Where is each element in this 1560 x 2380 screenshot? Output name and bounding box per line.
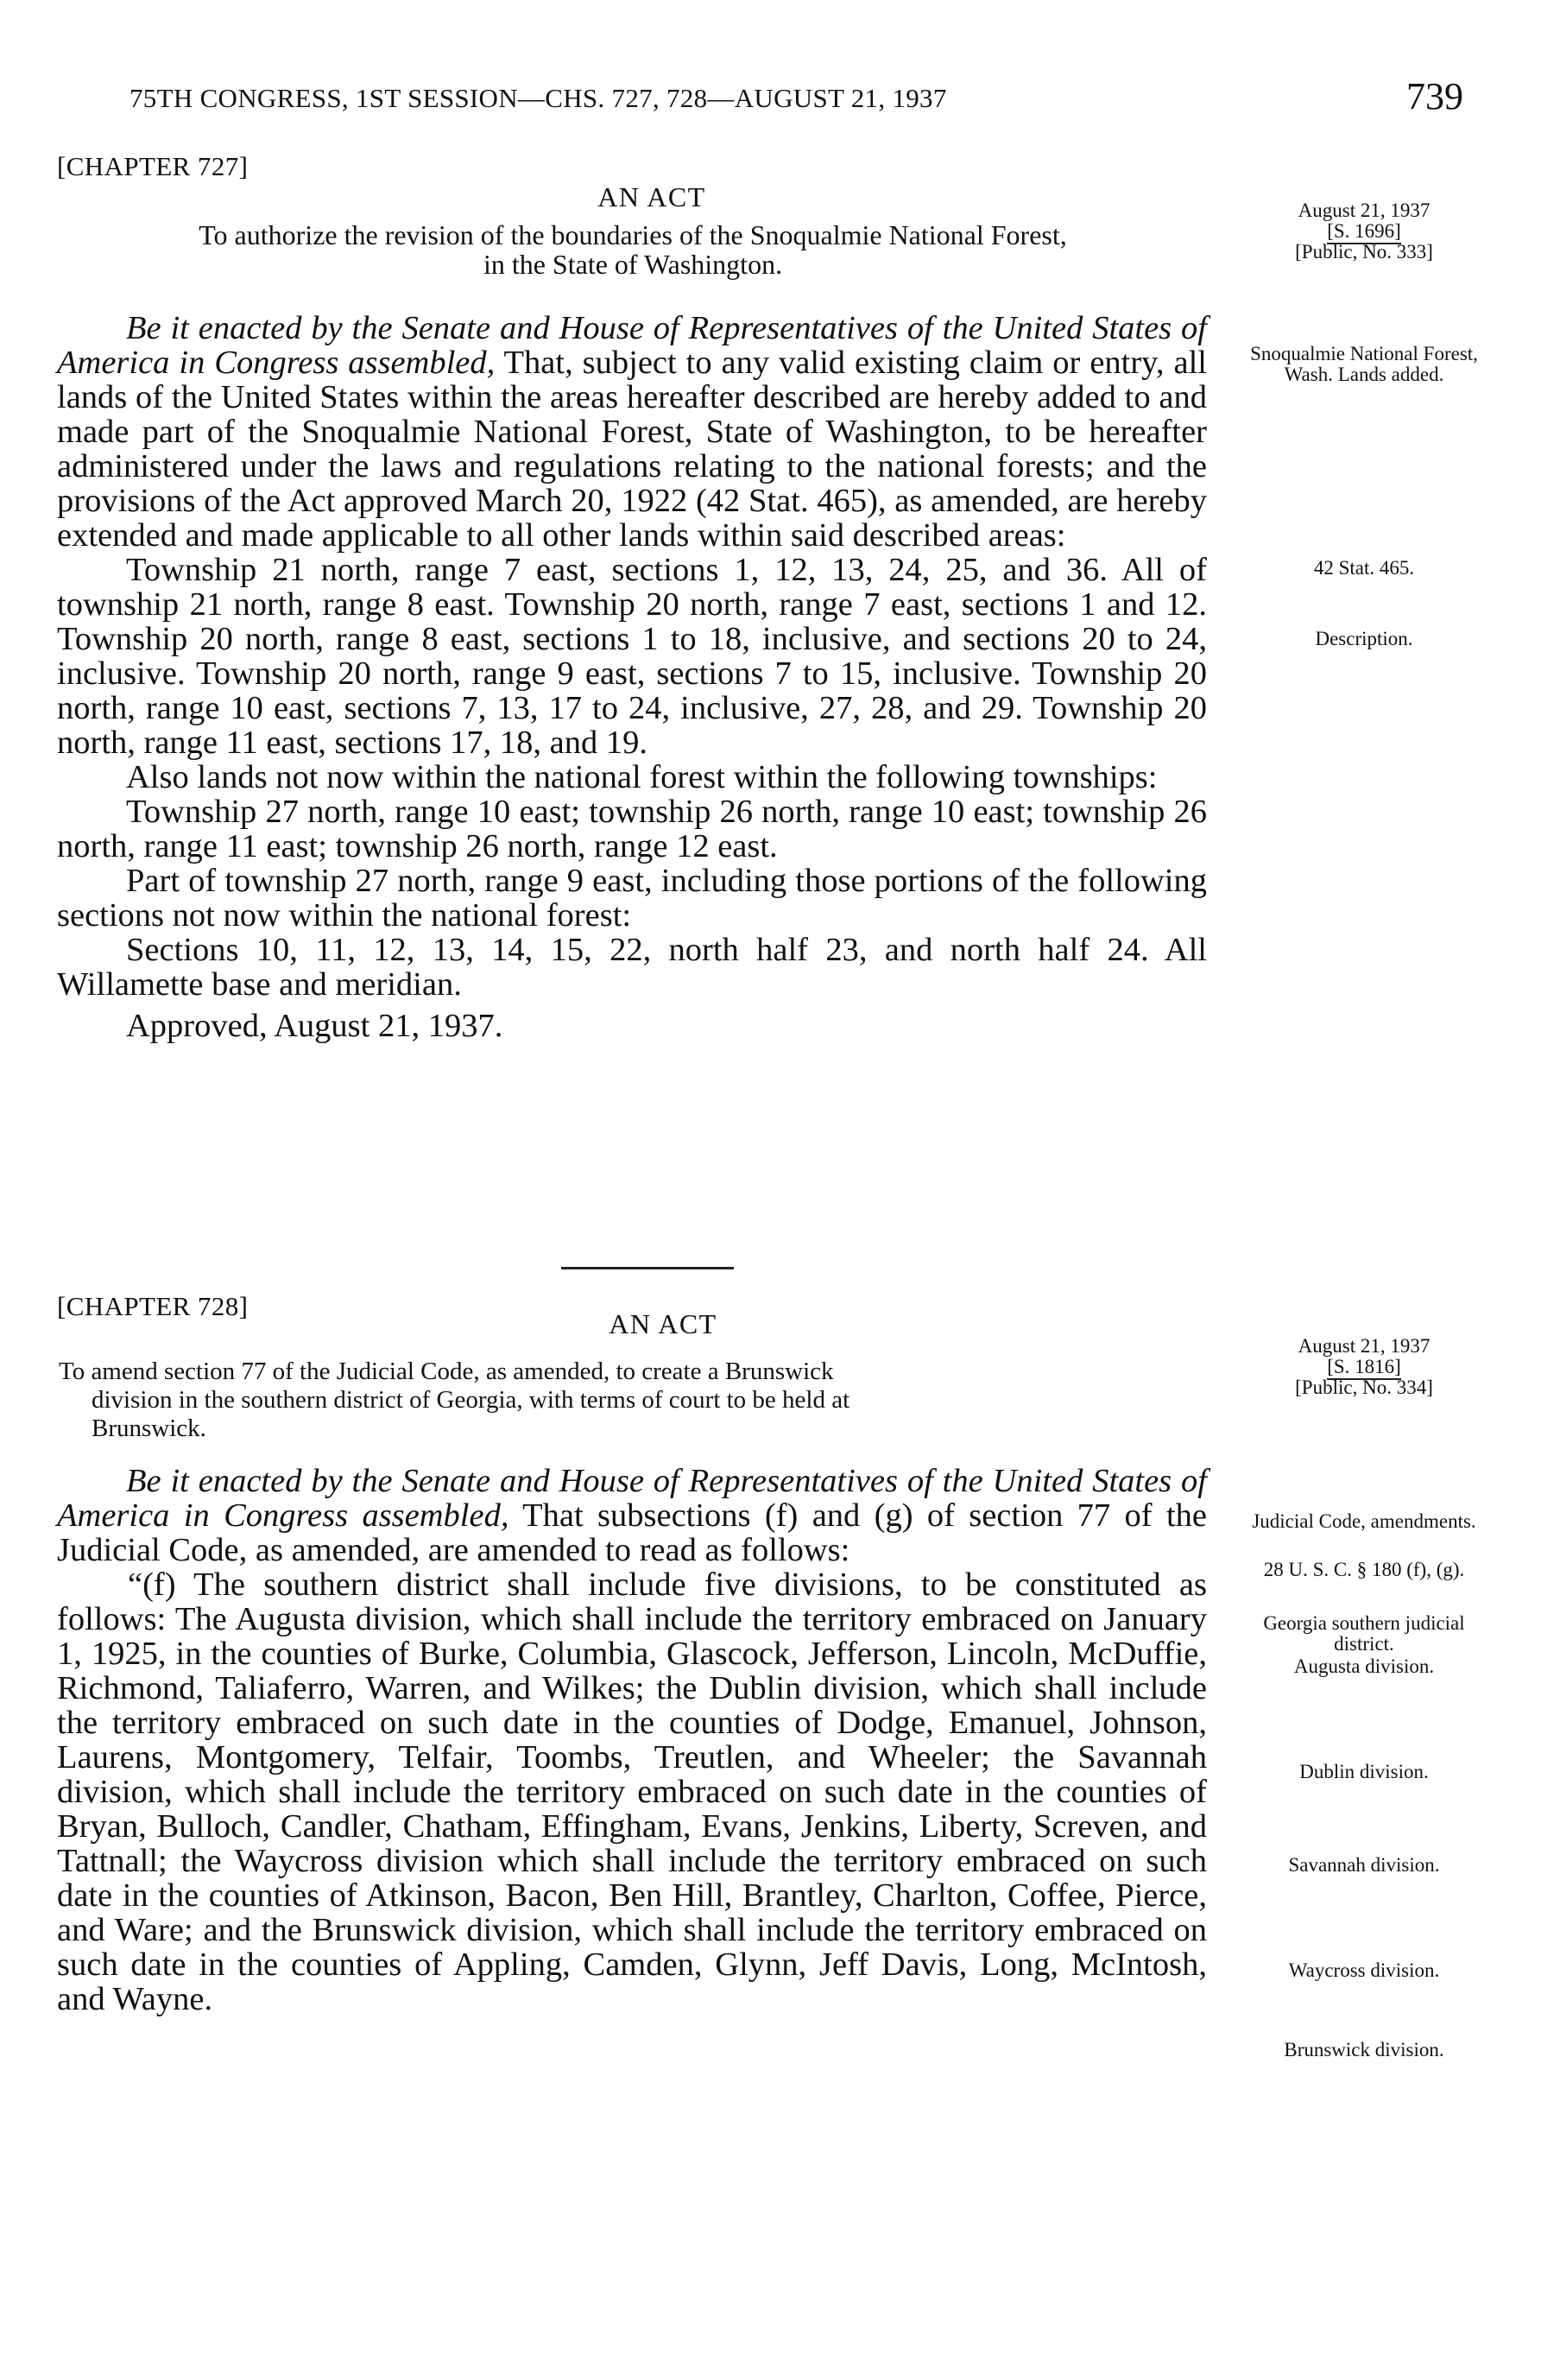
amended-subsection-f: “(f) The southern district shall include five divisions, to be constituted as follows: The Augusta division, which shall include the territory embraced on January 1, 1925, in the counties of Burke, Columbia, Glascock, Jefferson, Lincoln, McDuffie, Richmond, Taliaferro, Warren, and Wilkes; the Dublin division, which shall include the territory embraced on such date in the counties of Dodge, Emanuel, Johnson, Laurens, Montgomery, Telfair, Toombs, Treutlen, and Wheeler; the Savannah division, which shall include the territory embraced on such date in the counties of Bryan, Bulloch, Candler, Chatham, Effingham, Evans, Jenkins, Liberty, Screven, and Tattnall; the Waycross division which shall include the territory embraced on such date in the counties of Atkinson, Bacon, Ben Hill, Brantley, Charlton, Coffee, Pierce, and Ware; and the Brunswick division, which shall include the territory embraced on such date in the counties of Appling, Camden, Glynn, Jeff Davis, Long, McIntosh, and Wayne.: [57, 1567, 1207, 2017]
body-paragraph: That, subject to any valid existing claim or entry, all lands of the United States within the areas hereafter described are hereby added to and made part of the Snoqualmie National Forest, State of Washington, to be hereafter administered under the laws and regulations relating to the national forests; and the provisions of the Act approved March 20, 1922 (42 Stat. 465), as amended, are hereby extended and made applicable to all other lands within said described areas:: [57, 345, 1207, 554]
chapter-separator-rule: [561, 1267, 734, 1269]
chapter-727-sidenote-header: [1235, 200, 1494, 263]
sidenote-augusta-division: Augusta division.: [1293, 1655, 1435, 1677]
enacting-clause: Be it enacted by the Senate and House of Representatives of the United States of America in Congress assembled,: [57, 1463, 1207, 1534]
running-head: 75TH CONGRESS, 1ST SESSION—CHS. 727, 728—AUGUST 21, 1937: [129, 83, 947, 113]
sidenote-savannah-division: Savannah division.: [1288, 1854, 1440, 1876]
sidenote-date: August 21, 1937: [1298, 199, 1431, 221]
body-paragraph: Part of township 27 north, range 9 east, including those portions of the following sections not now within the national forest:: [57, 863, 1207, 934]
chapter-728-title-line: To amend section 77 of the Judicial Code, as amended, to create a Brunswick: [59, 1358, 834, 1385]
sidenote-waycross-division: Waycross division.: [1288, 1959, 1440, 1981]
sidenote-stat-reference: 42 Stat. 465.: [1313, 557, 1415, 579]
chapter-727-act-heading: AN ACT: [597, 181, 706, 212]
approval-line: Approved, August 21, 1937.: [126, 1008, 503, 1044]
chapter-727-label: [CHAPTER 727]: [57, 151, 249, 181]
chapter-728-title: [59, 1358, 1207, 1443]
sidenote-lands-added: Snoqualmie National Forest, Wash. Lands added.: [1250, 343, 1478, 385]
sidenote-public-number: [Public, No. 333]: [1295, 241, 1433, 263]
body-paragraph: That subsections (f) and (g) of section 77 of the Judicial Code, as amended, are amended to read as follows:: [57, 1497, 1207, 1568]
chapter-727-title-line: in the State of Washington.: [483, 249, 783, 280]
description-paragraph: Township 27 north, range 10 east; township 26 north, range 10 east; township 26 north, range 11 east; township 26 north, range 12 east.: [57, 794, 1207, 864]
sidenote-public-number: [Public, No. 334]: [1295, 1377, 1433, 1398]
chapter-727-title-line: To authorize the revision of the boundaries of the Snoqualmie National Forest,: [199, 219, 1067, 250]
sidenote-bill-number: [S. 1816]: [1327, 1356, 1401, 1380]
sidenote-description: Description.: [1315, 628, 1413, 649]
chapter-728-label: [CHAPTER 728]: [57, 1291, 249, 1321]
chapter-727-body: [57, 311, 1207, 1043]
sidenote-bill-number: [S. 1696]: [1327, 220, 1401, 244]
sidenote-judicial-code: Judicial Code, amendments.: [1252, 1510, 1476, 1532]
sidenote-date: August 21, 1937: [1298, 1335, 1431, 1357]
sidenote-usc-reference: 28 U. S. C. § 180 (f), (g).: [1263, 1559, 1465, 1580]
chapter-728-section-text: [57, 1464, 1207, 1567]
description-paragraph: Sections 10, 11, 12, 13, 14, 15, 22, north half 23, and north half 24. All Willamette base and meridian.: [57, 932, 1207, 1003]
chapter-728-title-line: Brunswick.: [92, 1415, 206, 1442]
sidenote-brunswick-division: Brunswick division.: [1284, 2039, 1444, 2060]
sidenote-dublin-division: Dublin division.: [1299, 1761, 1429, 1782]
body-paragraph: Also lands not now within the national forest within the following townships:: [126, 759, 1158, 795]
enacting-clause: Be it enacted by the Senate and House of Representatives of the United States of America in Congress assembled,: [57, 310, 1207, 381]
chapter-727-section-text: [57, 311, 1207, 553]
chapter-728-title-line: division in the southern district of Georgia, with terms of court to be held at: [92, 1386, 850, 1414]
chapter-727-title: [59, 220, 1207, 279]
sidenote-georgia-district: Georgia southern judicial district.: [1263, 1612, 1465, 1655]
page-number: 739: [1406, 75, 1463, 117]
chapter-728-act-heading: AN ACT: [609, 1308, 717, 1339]
chapter-728-body: [57, 1464, 1207, 2016]
description-paragraph: Township 21 north, range 7 east, sections 1, 12, 13, 24, 25, and 36. All of township 21 north, range 8 east. Township 20 north, range 7 east, sections 1 and 12. Township 20 north, range 8 east, sections 1 to 18, inclusive, and sections 20 to 24, inclusive. Township 20 north, range 9 east, sections 7 to 15, inclusive. Township 20 north, range 10 east, sections 7, 13, 17 to 24, inclusive, 27, 28, and 29. Township 20 north, range 11 east, sections 17, 18, and 19.: [57, 552, 1207, 761]
chapter-728-sidenote-header: [1235, 1336, 1494, 1398]
